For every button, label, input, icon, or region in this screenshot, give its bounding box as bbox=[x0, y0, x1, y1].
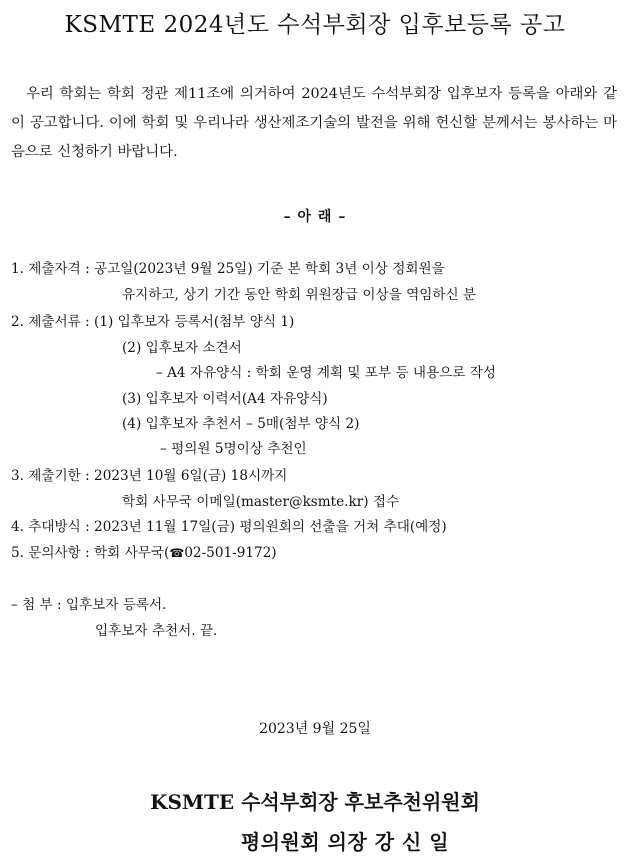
contact-label: 5. 문의사항 : 학회 사무국( bbox=[11, 545, 170, 561]
item-documents-2: (2) 입후보자 소견서 bbox=[122, 340, 242, 356]
phone-icon: ☎ bbox=[169, 546, 185, 560]
attachment-1: – 첨 부 : 입후보자 등록서. bbox=[11, 597, 167, 613]
intro-paragraph: 우리 학회는 학회 정관 제11조에 의거하여 2024년도 수석부회장 입후보자 등록을 아래와 같이 공고합니다. 이에 학회 및 우리나라 생산제조기술의 발전을 위해 헌신할 분께서는 봉사하는 마음으로 신청하기 바랍니다. bbox=[11, 86, 617, 160]
contact-phone: 02-501-9172) bbox=[184, 545, 277, 561]
item-deadline-cont: 학회 사무국 이메일(master@ksmte.kr) 접수 bbox=[122, 494, 400, 510]
item-qualification: 1. 제출자격 : 공고일(2023년 9월 25일) 기준 본 학회 3년 이상 정회원을 bbox=[11, 261, 445, 277]
item-documents-2-note: – A4 자유양식 : 학회 운영 계획 및 포부 등 내용으로 작성 bbox=[156, 365, 497, 381]
attachment-2: 입후보자 추천서. 끝. bbox=[95, 623, 218, 639]
announcement-date: 2023년 9월 25일 bbox=[259, 721, 371, 737]
page-title: KSMTE 2024년도 수석부회장 입후보등록 공고 bbox=[64, 12, 566, 38]
organization-name: KSMTE 수석부회장 후보추천위원회 bbox=[150, 790, 480, 814]
item-contact bbox=[11, 543, 277, 563]
item-deadline: 3. 제출기한 : 2023년 10월 6일(금) 18시까지 bbox=[11, 468, 288, 484]
item-method: 4. 추대방식 : 2023년 11월 17일(금) 평의원회의 선출을 거쳐 추대(예정) bbox=[11, 519, 447, 535]
chair-signature: 평의원회 의장 강 신 일 bbox=[240, 830, 450, 854]
item-documents-4-note: – 평의원 5명이상 추천인 bbox=[160, 441, 307, 457]
item-qualification-cont: 유지하고, 상기 기간 동안 학회 위원장급 이상을 역임하신 분 bbox=[122, 287, 477, 303]
item-documents-4: (4) 입후보자 추천서 – 5매(첨부 양식 2) bbox=[122, 416, 360, 432]
item-documents: 2. 제출서류 : (1) 입후보자 등록서(첨부 양식 1) bbox=[11, 314, 295, 330]
section-label: – 아 래 – bbox=[283, 209, 347, 225]
item-documents-3: (3) 입후보자 이력서(A4 자유양식) bbox=[122, 391, 328, 407]
